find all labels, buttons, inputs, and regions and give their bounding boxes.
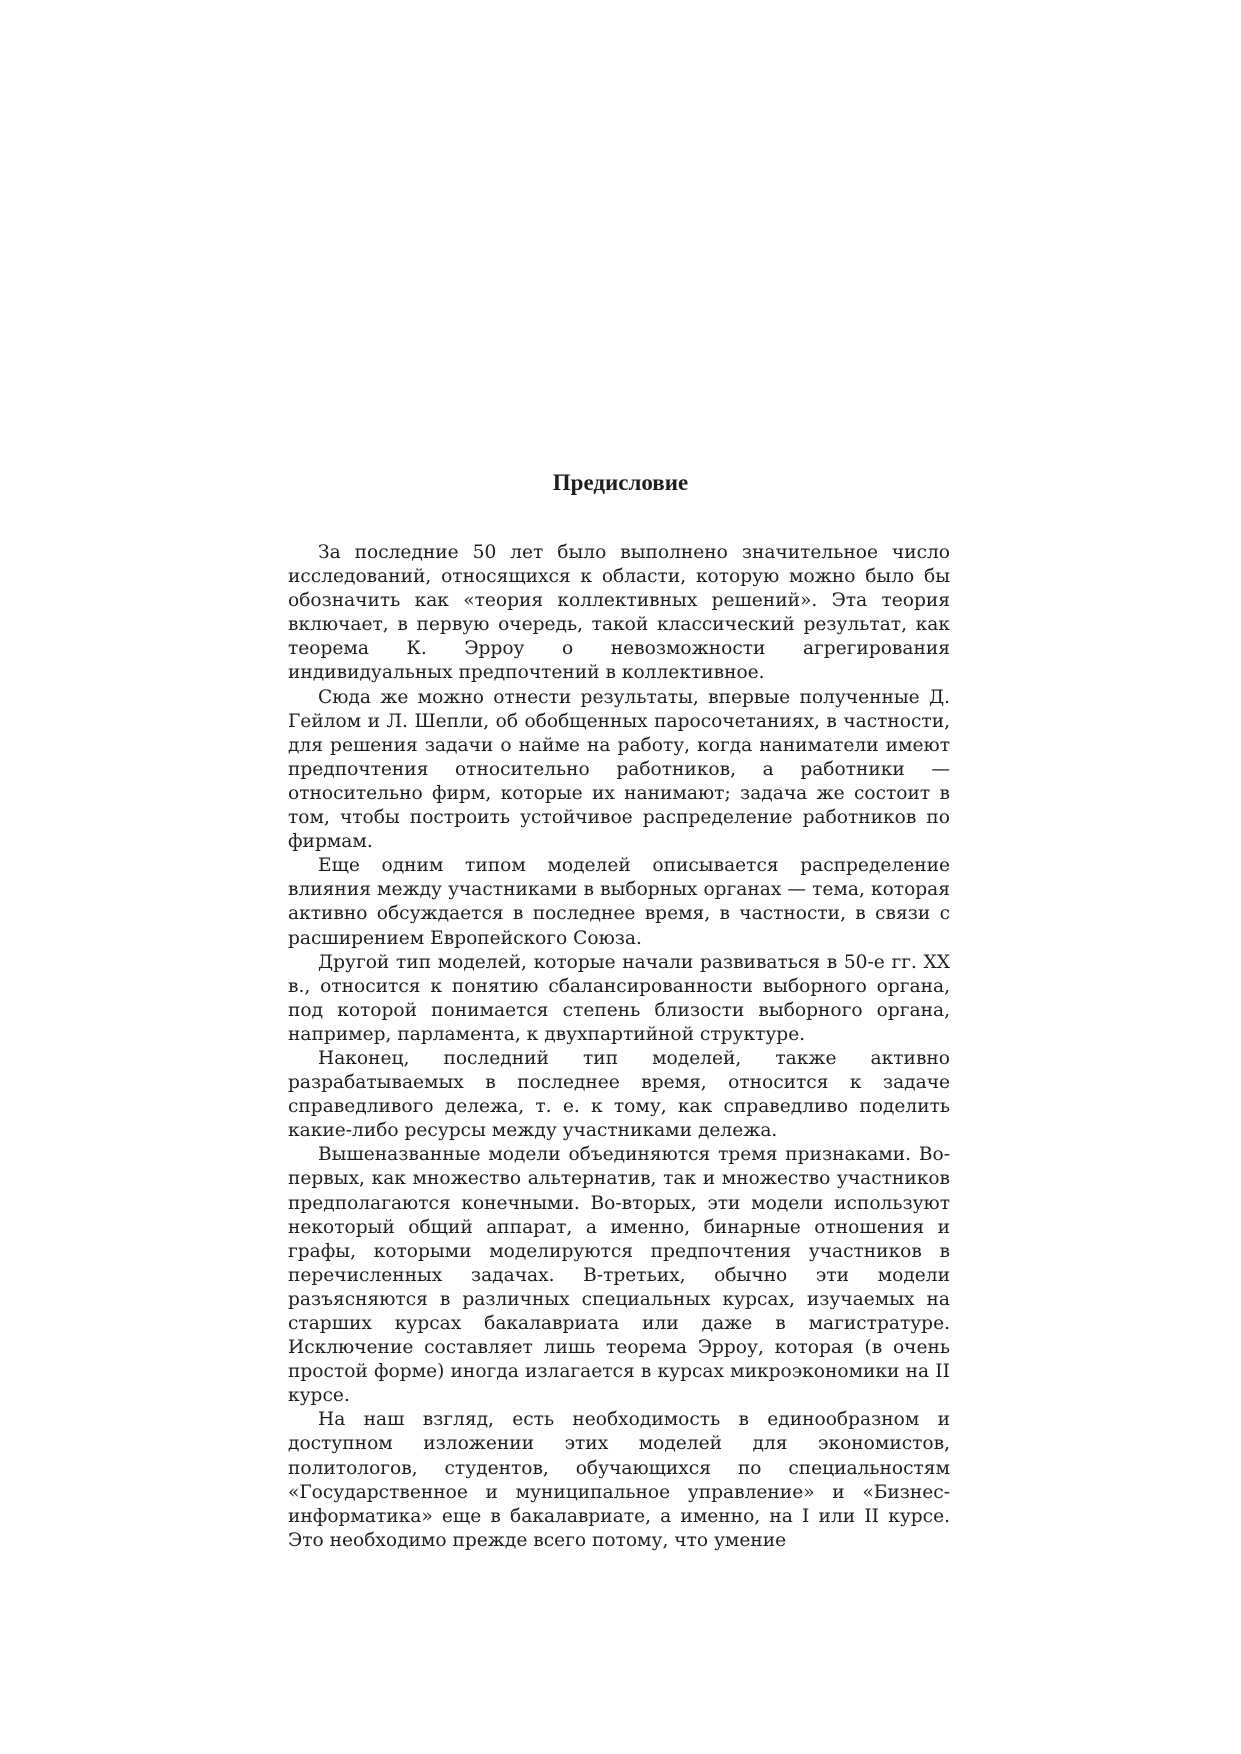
paragraph: Другой тип моделей, которые начали развиваться в 50-е гг. XX в., относится к понятию сбалансированности выборного органа, под которой понимается степень близости выборного органа, например, парламента, к двухпартийной структуре. bbox=[288, 951, 950, 1045]
paragraph: Наконец, последний тип моделей, также активно разрабатываемых в последнее время, относится к задаче справедливого дележа, т. е. к тому, как справедливо поделить какие-либо ресурсы между участниками дележа. bbox=[288, 1047, 950, 1142]
paragraph: Еще одним типом моделей описывается распределение влияния между участниками в выборных органах — тема, которая активно обсуждается в последнее время, в частности, в связи с расширением Европейского Союза. bbox=[288, 855, 950, 949]
paragraph: За последние 50 лет было выполнено значительное число исследований, относящихся к области, которую можно было бы обозначить как «теория коллективных решений». Эта теория включает, в первую очередь, такой классический результат, как теорема К. Эрроу о невозможности агрегирования индивидуальных предпочтений в коллективное. bbox=[288, 542, 950, 684]
paragraph: Вышеназванные модели объединяются тремя признаками. Во-первых, как множество альтернатив, так и множество участников предполагаются конечными. Во-вторых, эти модели используют некоторый общий аппарат, а именно, бинарные отношения и графы, которыми моделируются предпочтения участников в перечисленных задачах. В-третьих, обычно эти модели разъясняются в различных специальных курсах, изучаемых на старших курсах бакалавриата или даже в магистратуре. Исключение составляет лишь теорема Эрроу, которая (в очень простой форме) иногда излагается в курсах микроэкономики на II курсе. bbox=[288, 1144, 950, 1407]
paragraph: На наш взгляд, есть необходимость в единообразном и доступном изложении этих моделей для экономистов, политологов, студентов, обучающихся по специальностям «Государственное и муниципальное управление» и «Бизнес-информатика» еще в бакалавриате, а именно, на I или II курсе. Это необходимо прежде всего потому, что умение bbox=[288, 1409, 950, 1551]
paragraph: Сюда же можно отнести результаты, впервые полученные Д. Гейлом и Л. Шепли, об обобщенных паросочетаниях, в частности, для решения задачи о найме на работу, когда наниматели имеют предпочтения относительно работников, а работники — относительно фирм, которые их нанимают; задача же состоит в том, чтобы построить устойчивое распределение работников по фирмам. bbox=[288, 686, 950, 853]
preface-body bbox=[288, 541, 950, 1553]
page-title: Предисловие bbox=[552, 470, 689, 495]
